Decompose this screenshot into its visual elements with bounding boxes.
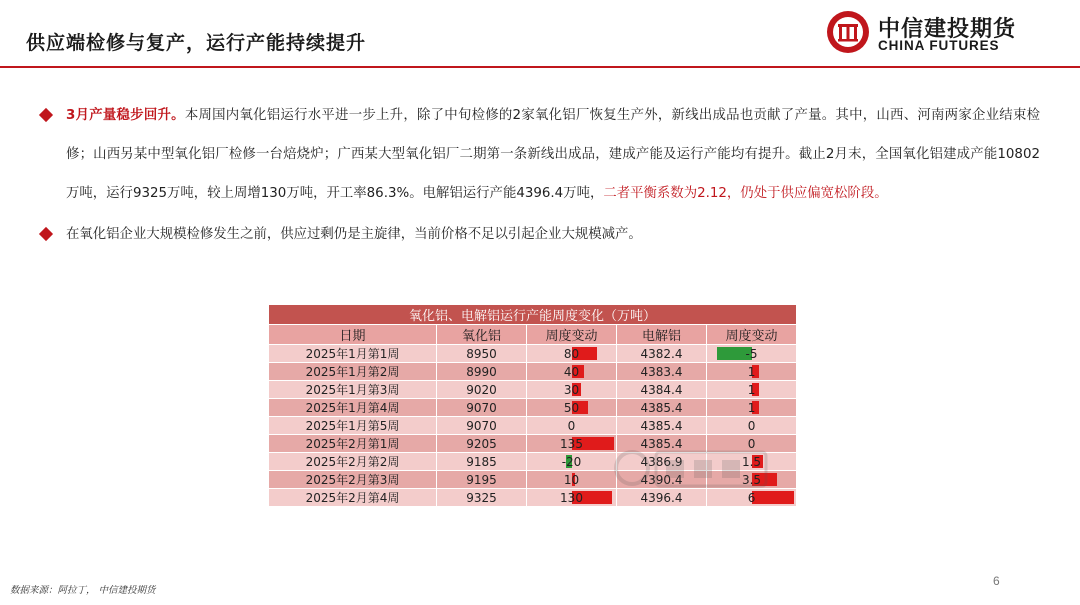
- bullet-diamond-icon: [39, 108, 53, 122]
- table-caption: 氧化铝、电解铝运行产能周度变化（万吨）: [269, 305, 797, 325]
- capacity-table-container: [268, 304, 796, 508]
- logo-chinese-name: 中信建投期货: [878, 17, 1017, 42]
- cell-date: 2025年1月第2周: [269, 363, 437, 381]
- cell-aluminium: 4382.4: [617, 345, 707, 363]
- cell-value: 10: [563, 472, 580, 487]
- cell-aluminium: 4385.4: [617, 417, 707, 435]
- cell-value: 80: [563, 346, 580, 361]
- cell-alumina-change: [527, 453, 617, 471]
- logo-english-name: CHINA FUTURES: [878, 38, 1000, 53]
- table-row: [269, 363, 797, 381]
- cell-value: 1: [747, 364, 756, 379]
- column-header-aluminium-change: 周度变动: [707, 325, 797, 345]
- table-row: [269, 345, 797, 363]
- cell-aluminium: 4390.4: [617, 471, 707, 489]
- column-header-date: 日期: [269, 325, 437, 345]
- cell-aluminium-change: [707, 435, 797, 453]
- bullet-tail-highlight: 二者平衡系数为2.12，仍处于供应偏宽松阶段。: [603, 186, 888, 201]
- cell-value: 50: [563, 400, 580, 415]
- capacity-table: [268, 304, 797, 507]
- cell-date: 2025年2月第1周: [269, 435, 437, 453]
- table-row: [269, 489, 797, 507]
- citic-logo-icon: [826, 10, 870, 54]
- cell-aluminium-change: [707, 471, 797, 489]
- cell-aluminium: 4385.4: [617, 435, 707, 453]
- page-number: 6: [993, 574, 1000, 588]
- cell-value: -5: [745, 346, 758, 361]
- bullet-body: 本周国内氧化铝运行水平进一步上升，除了中旬检修的2家氧化铝厂恢复生产外，新线出成品也贡献了产量。其中，山西、河南两家企业结束检修；山西另某中型氧化铝厂检修一台焙烧炉；广西某大型氧化铝厂二期第一条新线出成品，建成产能及运行产能均有提升。截止2月末，全国氧化铝建成产能10802万吨，运行9325万吨，较上周增130万吨，开工率86.3%。电解铝运行产能4396.4万吨，: [66, 108, 1040, 201]
- cell-aluminium-change: [707, 453, 797, 471]
- cell-date: 2025年2月第3周: [269, 471, 437, 489]
- page-title: 供应端检修与复产，运行产能持续提升: [26, 32, 367, 54]
- cell-value: 0: [567, 418, 576, 433]
- cell-aluminium-change: [707, 489, 797, 507]
- cell-alumina: 9070: [437, 417, 527, 435]
- cell-date: 2025年1月第5周: [269, 417, 437, 435]
- bullet-list: [40, 96, 1040, 254]
- bullet-lead-punct: 。: [171, 108, 185, 123]
- cell-aluminium: 4385.4: [617, 399, 707, 417]
- cell-aluminium: 4384.4: [617, 381, 707, 399]
- cell-value: 0: [747, 418, 756, 433]
- data-source-note: 数据来源：阿拉丁， 中信建投期货: [10, 585, 156, 596]
- table-row: [269, 435, 797, 453]
- cell-aluminium-change: [707, 399, 797, 417]
- cell-aluminium-change: [707, 417, 797, 435]
- cell-alumina: 9020: [437, 381, 527, 399]
- cell-value: 6: [747, 490, 756, 505]
- bullet-diamond-icon: [39, 227, 53, 241]
- cell-alumina-change: [527, 489, 617, 507]
- table-row: [269, 381, 797, 399]
- column-header-alumina-change: 周度变动: [527, 325, 617, 345]
- cell-alumina: 9185: [437, 453, 527, 471]
- cell-date: 2025年1月第1周: [269, 345, 437, 363]
- cell-value: 1.5: [741, 454, 762, 469]
- table-row: [269, 471, 797, 489]
- brand-logo: [826, 10, 1056, 58]
- cell-date: 2025年2月第4周: [269, 489, 437, 507]
- cell-alumina: 9205: [437, 435, 527, 453]
- cell-alumina-change: [527, 381, 617, 399]
- cell-date: 2025年1月第4周: [269, 399, 437, 417]
- cell-date: 2025年1月第3周: [269, 381, 437, 399]
- cell-alumina: 9195: [437, 471, 527, 489]
- cell-date: 2025年2月第2周: [269, 453, 437, 471]
- bullet-item: [40, 96, 1040, 213]
- cell-value: 40: [563, 364, 580, 379]
- cell-value: 0: [747, 436, 756, 451]
- cell-value: 3.5: [741, 472, 762, 487]
- cell-alumina-change: [527, 417, 617, 435]
- cell-aluminium-change: [707, 381, 797, 399]
- table-row: [269, 417, 797, 435]
- cell-alumina: 9325: [437, 489, 527, 507]
- table-body: [269, 345, 797, 507]
- positive-change-bar: [752, 491, 794, 504]
- cell-alumina-change: [527, 399, 617, 417]
- column-header-alumina: 氧化铝: [437, 325, 527, 345]
- cell-value: 1: [747, 400, 756, 415]
- header-divider: [0, 66, 1080, 68]
- cell-value: 1: [747, 382, 756, 397]
- bullet-lead: 3月产量稳步回升: [66, 108, 172, 123]
- cell-alumina-change: [527, 435, 617, 453]
- cell-aluminium-change: [707, 345, 797, 363]
- cell-alumina-change: [527, 345, 617, 363]
- cell-aluminium: 4383.4: [617, 363, 707, 381]
- cell-aluminium: 4396.4: [617, 489, 707, 507]
- bullet-body: 在氧化铝企业大规模检修发生之前，供应过剩仍是主旋律，当前价格不足以引起企业大规模减产。: [66, 227, 642, 242]
- cell-aluminium-change: [707, 363, 797, 381]
- cell-value: 135: [560, 436, 583, 451]
- cell-value: -20: [561, 454, 582, 469]
- table-row: [269, 399, 797, 417]
- cell-alumina: 9070: [437, 399, 527, 417]
- cell-alumina: 8950: [437, 345, 527, 363]
- cell-alumina: 8990: [437, 363, 527, 381]
- bullet-item: [40, 215, 1040, 254]
- cell-value: 130: [560, 490, 583, 505]
- table-row: [269, 453, 797, 471]
- cell-value: 30: [563, 382, 580, 397]
- cell-alumina-change: [527, 471, 617, 489]
- cell-aluminium: 4386.9: [617, 453, 707, 471]
- column-header-aluminium: 电解铝: [617, 325, 707, 345]
- cell-alumina-change: [527, 363, 617, 381]
